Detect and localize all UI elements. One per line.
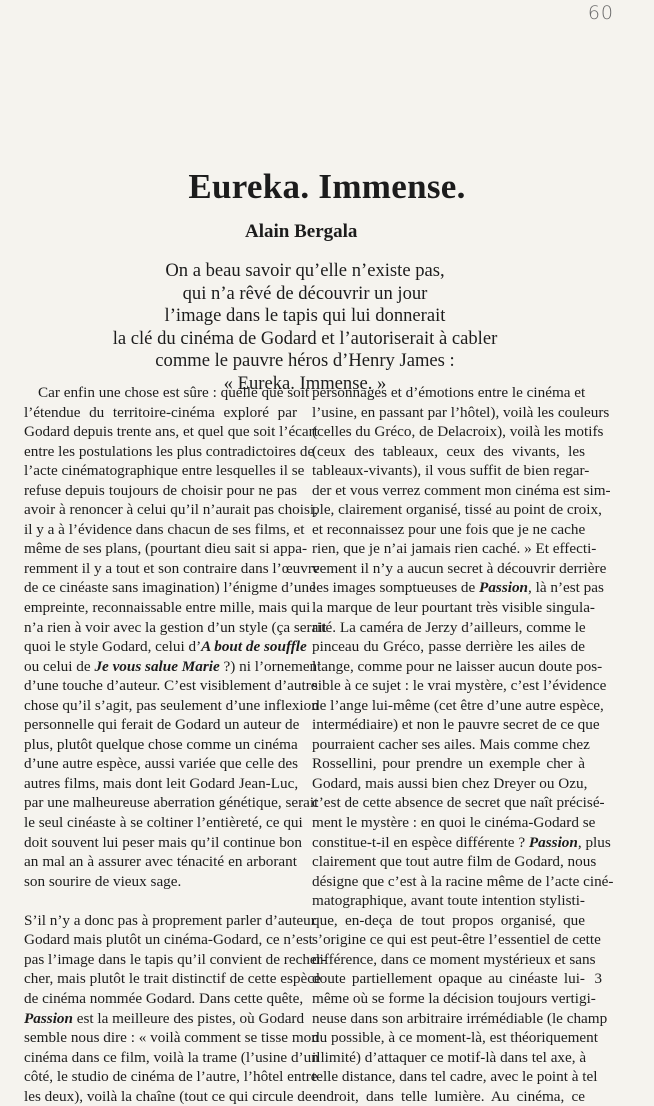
text-line: chose qu’il s’agit, pas seulement d’une inflexion [24,696,319,714]
text-line [312,833,611,853]
text-line: l’ange, comme pour ne laisser aucun doute pos- [312,657,603,675]
text-line [24,657,322,677]
text-line: der et vous verrez comment mon cinéma est sim- [312,481,611,499]
text-line: Godard depuis trente ans, et quel que soit l’écart [24,423,318,441]
text-line: d’une touche d’auteur. C’est visiblement d’autre [24,677,318,695]
text-line: personnages et d’émotions entre le cinéma et [312,384,586,401]
text-span: , plus [577,833,611,851]
film-title: Passion [528,833,578,851]
text-line: différence, dans ce moment mystérieux et sans [312,950,596,968]
text-line: côté, le studio de cinéma de l’autre, l’hôtel entre [24,1068,318,1086]
text-line [24,1009,305,1029]
text-line: de cinéma nommée Godard. Dans cette quête, [24,989,304,1007]
epigraph-line: « Eureka. Immense. » [223,372,387,394]
text-line: Car enfin une chose est sûre : quelle que soit [38,384,310,401]
film-title: Passion [479,579,528,597]
film-title: A bout de souffle [201,638,307,656]
text-span: quoi le style Godard, celui d’ [24,638,202,656]
text-line: l’acte cinématographique entre lesquelles il se [24,462,305,480]
paragraph-gap [24,891,297,911]
text-line: la marque de leur pourtant très visible singula- [312,599,595,617]
text-line: telle distance, dans tel cadre, avec le point à tel [312,1068,598,1086]
epigraph [90,260,520,396]
text-line: avoir à renoncer à celui qu’il n’aurait pas choisi, [24,501,318,519]
text-line: doute partiellement opaque au cinéaste lui- [312,970,585,988]
text-span: , là n’est pas [528,579,604,597]
text-line: Rossellini, pour prendre un exemple cher à [312,755,585,773]
text-span: est la meilleure des pistes, où Godard [72,1009,305,1027]
text-line: c’est de cette absence de secret que naît précisé- [312,794,605,812]
text-line: du possible, à ce moment-là, est théoriquement [312,1029,598,1047]
epigraph-line: qui n’a rêvé de découvrir un jour [182,282,428,304]
epigraph-line: On a beau savoir qu’elle n’existe pas, [165,260,445,281]
text-line: pas l’image dans le tapis qu’il convient de recher- [24,950,327,968]
epigraph-line: l’image dans le tapis qui lui donnerait [164,305,446,327]
text-line: an mal an à assurer avec ténacité en arborant [24,853,297,871]
text-span: ?) ni l’ornement [219,657,322,675]
text-line: s’origine ce qui est peut-être l’essentiel de cette [312,931,601,949]
text-line: l’usine, en passant par l’hôtel), voilà les couleurs [312,403,610,421]
text-line [24,637,307,657]
left-column [24,383,327,1106]
text-line: (ceux des tableaux, ceux des vivants, les [312,442,585,460]
text-line: son sourire de vieux sage. [24,872,182,890]
text-line: n’a rien à voir avec la gestion d’un style (ça serait [24,618,327,636]
text-line: sible à ce sujet : le vrai mystère, c’est l’évidence [312,677,607,695]
text-line: personnelle qui ferait de Godard un auteur de [24,716,300,734]
text-line: pinceau du Gréco, passe derrière les ailes de [312,638,585,656]
text-line: par une malheureuse aberration génétique, serait [24,794,319,812]
handwritten-page-note: 60 [587,2,614,24]
text-line: refuse depuis toujours de choisir pour ne pas [24,481,297,499]
text-line: rité. La caméra de Jerzy d’ailleurs, comme le [312,618,586,636]
film-title: Je vous salue Marie [94,657,220,675]
text-line: autres films, mais dont leit Godard Jean-Luc, [24,774,299,792]
text-span: les images somptueuses de [312,579,480,597]
author-name: Alain Bergala [245,221,358,242]
text-line: même où se forme la décision toujours vertigi- [312,989,596,1007]
text-line: endroit, dans telle lumière. Au cinéma, ce [312,1087,585,1105]
text-line: les deux), voilà la chaîne (tout ce qui circule de [24,1087,312,1105]
text-line: pourraient cacher ses ailes. Mais comme chez [312,735,590,753]
text-line: tableaux-vivants), il vous suffit de bien regar- [312,462,590,480]
text-line: le seul cinéaste à se coltiner l’entièreté, ce qui [24,814,303,832]
text-line: l’étendue du territoire-cinéma exploré par [24,403,297,421]
epigraph-line: la clé du cinéma de Godard et l’autoriserait à cabler [112,327,498,349]
text-line: empreinte, reconnaissable entre mille, mais qui [24,599,311,617]
text-line: S’il n’y a donc pas à proprement parler d’auteur [24,911,316,929]
text-line: d’une autre espèce, aussi variée que celle des [24,755,299,773]
text-line: clairement que tout autre film de Godard, nous [312,853,597,871]
text-line: de l’ange lui-même (cet être d’une autre espèce, [312,696,604,714]
text-line: (celles du Gréco, de Delacroix), voilà les motifs [312,423,604,441]
text-line: remment il y a tout et son contraire dans l’œuvre [24,559,320,577]
text-line: ment le mystère : en quoi le cinéma-Godard se [312,814,596,832]
text-line: doit souvent lui peser mais qu’il continue bon [24,833,302,851]
text-line: cher, mais plutôt le trait distinctif de cette espèce [24,970,321,988]
article-title: Eureka. Immense. [188,167,466,206]
text-line: que, en-deça de tout propos organisé, que [312,911,585,929]
text-line: désigne que c’est à la racine même de l’acte ciné- [312,872,614,890]
text-line: vement il n’y a aucun secret à découvrir derrière [312,559,607,577]
text-line: rien, que je n’ai jamais rien caché. » Et effecti- [312,540,597,558]
text-line: ple, clairement organisé, tissé au point de croix, [312,501,602,519]
text-line: cinéma dans ce film, voilà la trame (l’usine d’un [24,1048,319,1066]
text-line: neuse dans son arbitraire irrémédiable (le champ [312,1009,608,1027]
text-line: matographique, avant toute intention stylisti- [312,892,585,910]
text-line: Godard mais plutôt un cinéma-Godard, ce n’est [24,931,313,949]
page-number: 3 [594,971,602,987]
text-line: de ce cinéaste sans imagination) l’énigme d’une [24,579,316,597]
text-line: il y a à l’évidence dans chacun de ses films, et [24,520,305,538]
text-line [312,578,604,598]
text-line: plus, plutôt quelque chose comme un cinéma [24,735,298,753]
text-span: constitue-t-il en espèce différente ? [312,833,529,851]
film-title: Passion [24,1009,73,1027]
text-line: même de ses plans, (pourtant dieu sait si appa- [24,540,308,558]
right-column [312,383,614,1106]
text-line: semble nous dire : « voilà comment se tisse mon [24,1029,319,1047]
epigraph-line: comme le pauvre héros d’Henry James : [155,350,455,372]
text-line: et reconnaissez pour une fois que je ne cache [312,520,586,538]
text-span: ou celui de [24,657,95,675]
text-line: entre les postulations les plus contradictoires de [24,442,315,460]
text-line: illimité) d’attaquer ce motif-là dans tel axe, à [312,1048,587,1066]
text-line: Godard, mais aussi bien chez Dreyer ou Ozu, [312,774,588,792]
text-line: intermédiaire) et non le pauvre secret de ce que [312,716,600,734]
